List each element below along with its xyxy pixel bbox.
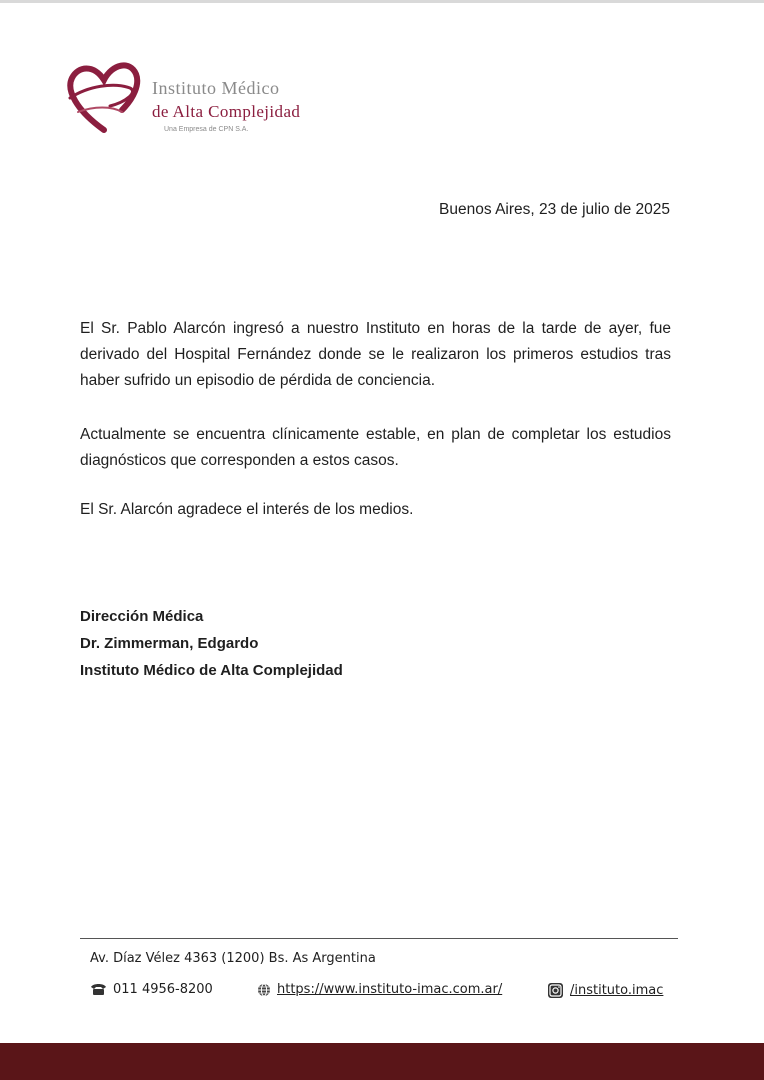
institute-logo <box>64 56 334 136</box>
paragraph-3: El Sr. Alarcón agradece el interés de los medios. <box>80 501 414 518</box>
paragraph-2: Actualmente se encuentra clínicamente estable, en plan de completar los estudios diagnósticos que corresponden a estos casos. <box>80 426 671 469</box>
footer-divider <box>80 938 678 939</box>
logo-subtitle: Una Empresa de CPN S.A. <box>164 126 249 133</box>
logo-title-line1: Instituto Médico <box>152 78 280 98</box>
heart-logo-icon <box>64 56 144 136</box>
phone-icon <box>90 983 107 996</box>
instagram-handle[interactable]: /instituto.imac <box>570 983 664 998</box>
paragraph-1: El Sr. Pablo Alarcón ingresó a nuestro Instituto en horas de la tarde de ayer, fue derivado del Hospital Fernández donde se le realizaron los primeros estudios tras haber sufrido un episodio de pérdida de conciencia. <box>80 320 671 389</box>
signature-block <box>80 603 343 684</box>
signature-department: Dirección Médica <box>80 608 204 625</box>
globe-icon <box>257 983 271 997</box>
signature-institution: Instituto Médico de Alta Complejidad <box>80 662 343 679</box>
footer-phone <box>90 982 213 997</box>
logo-title-line2: de Alta Complejidad <box>152 102 301 121</box>
website-link[interactable]: https://www.instituto-imac.com.ar/ <box>277 982 503 997</box>
footer-address: Av. Díaz Vélez 4363 (1200) Bs. As Argentina <box>90 951 376 966</box>
letter-date: Buenos Aires, 23 de julio de 2025 <box>439 201 670 218</box>
signature-name: Dr. Zimmerman, Edgardo <box>80 635 259 652</box>
top-border <box>0 0 764 3</box>
instagram-icon <box>547 982 564 999</box>
footer-color-bar <box>0 1043 764 1080</box>
footer-website[interactable] <box>257 982 502 997</box>
footer-instagram[interactable] <box>547 982 663 999</box>
phone-number: 011 4956-8200 <box>113 982 213 997</box>
